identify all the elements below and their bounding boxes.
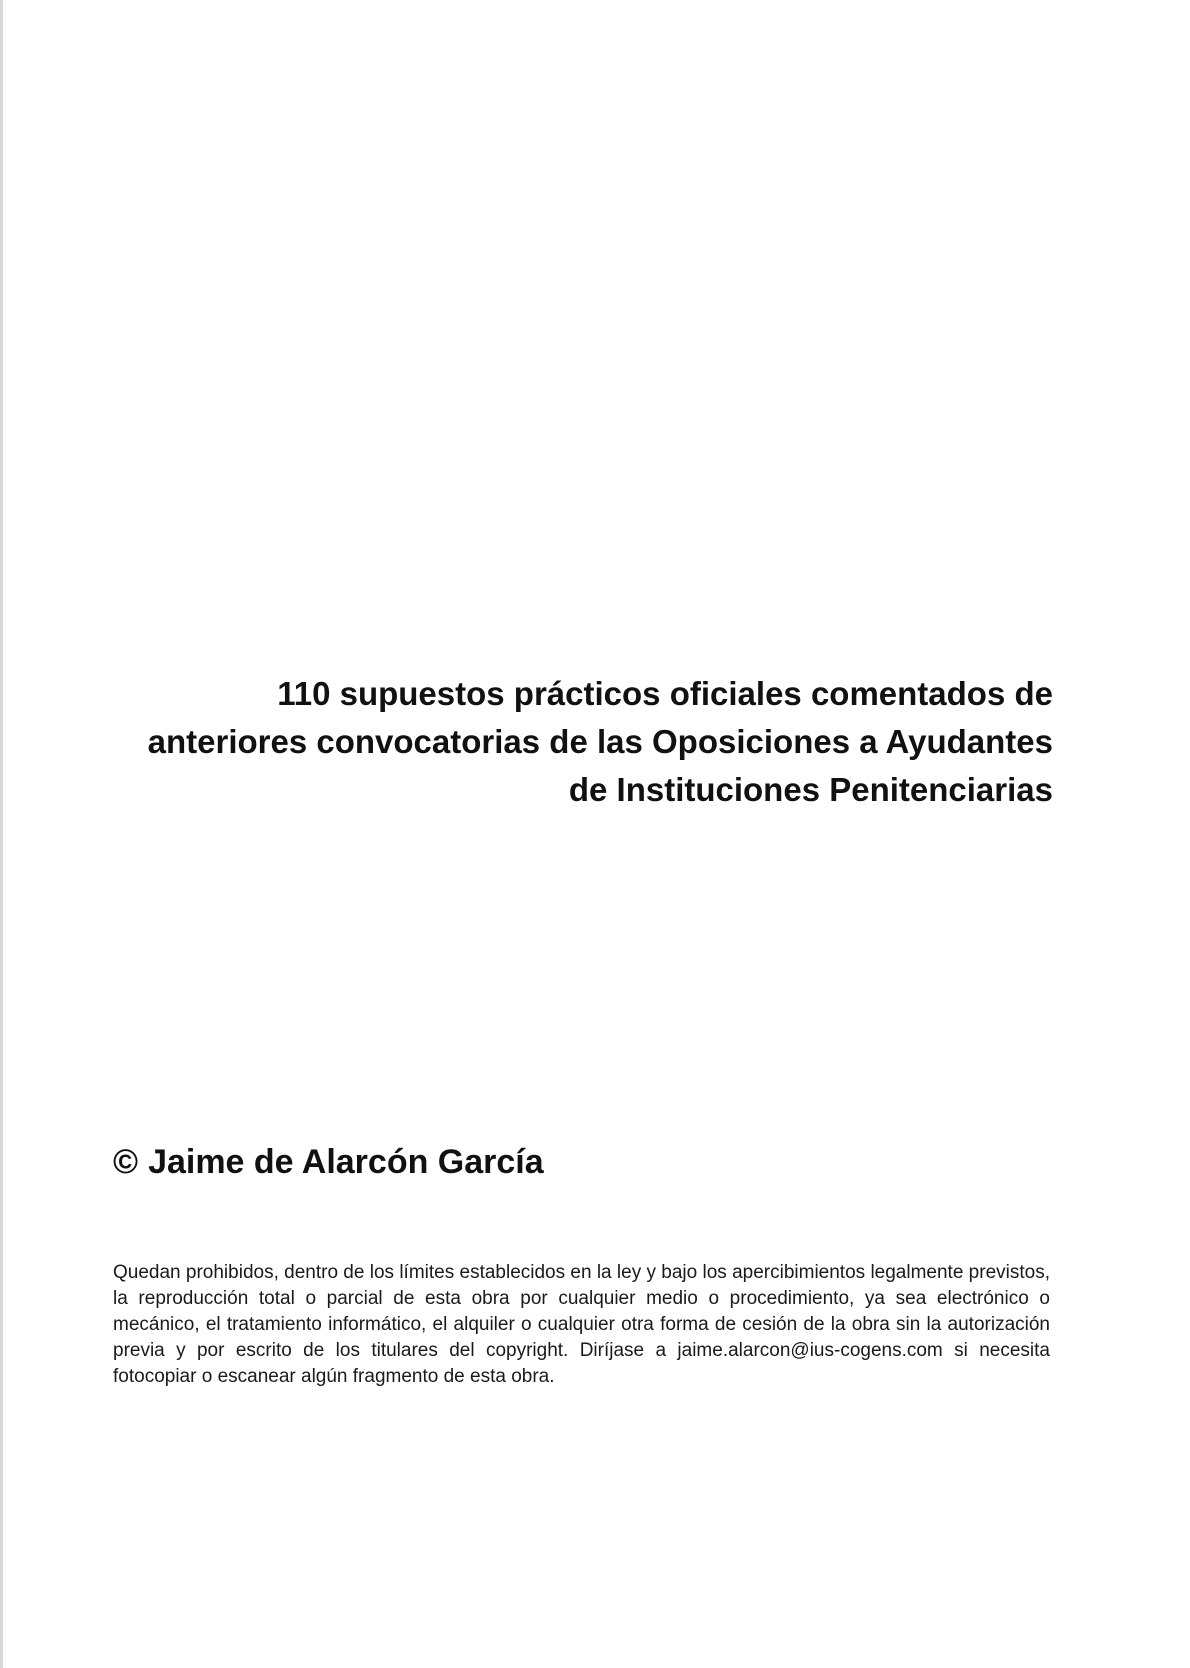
title-line-1: 110 supuestos prácticos oficiales comentados de: [277, 675, 1053, 712]
title-line-2: anteriores convocatorias de las Oposiciones a Ayudantes: [147, 723, 1053, 760]
page-left-edge: [0, 0, 3, 1668]
copyright-icon: ©: [113, 1143, 139, 1181]
title-line-3: de Instituciones Penitenciarias: [568, 771, 1053, 808]
document-title: [113, 670, 1053, 814]
author-credit: [113, 1140, 813, 1184]
copyright-notice: Quedan prohibidos, dentro de los límites establecidos en la ley y bajo los apercibimientos legalmente previstos, la reproducción total o parcial de esta obra por cualquier medio o procedimiento, ya sea electrónico o mecánico, el tratamiento informático, el alquiler o cualquier otra forma de cesión de la obra sin la autorización previa y por escrito de los titulares del copyright. Diríjase a jaime.alarcon@ius-cogens.com si necesita fotocopiar o escanear algún fragmento de esta obra.: [113, 1262, 1050, 1387]
author-name: Jaime de Alarcón García: [148, 1143, 544, 1181]
